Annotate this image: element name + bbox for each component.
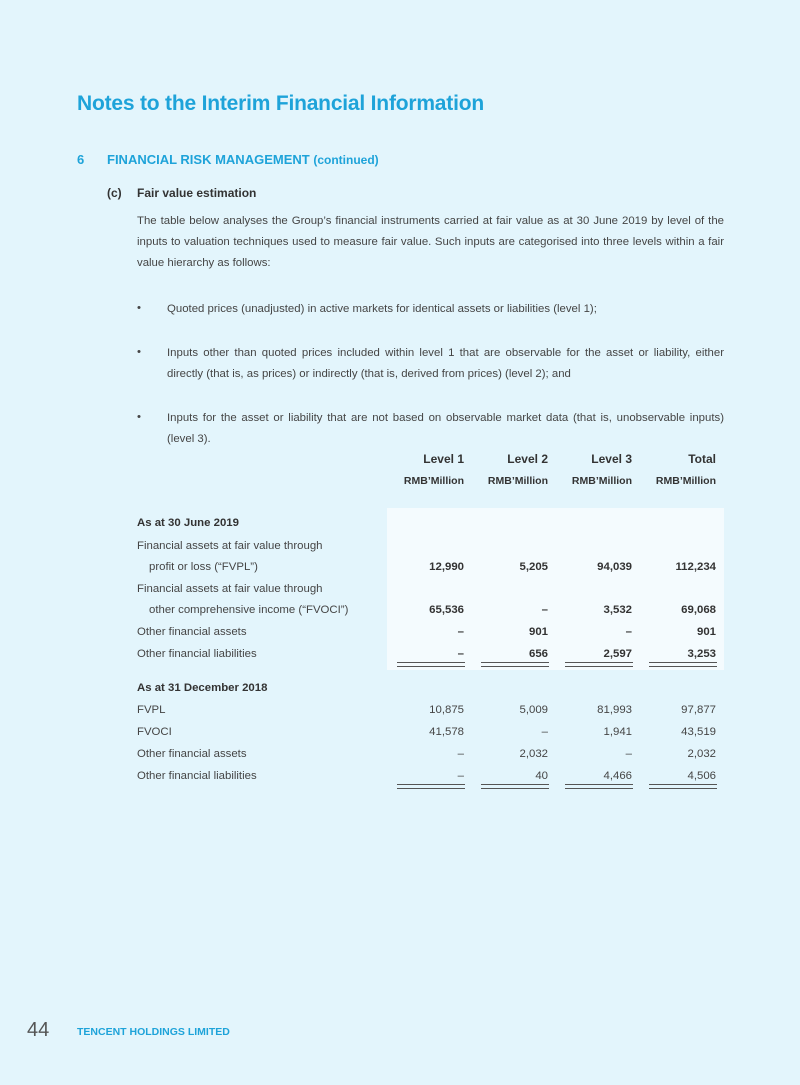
- row-label: Other financial assets: [137, 626, 247, 638]
- total-double-rule: [565, 784, 633, 789]
- table-cell: 3,253: [687, 648, 716, 660]
- table-cell: 1,941: [603, 726, 632, 738]
- total-double-rule: [565, 662, 633, 667]
- table-cell: 69,068: [681, 604, 716, 616]
- table-cell: 43,519: [681, 726, 716, 738]
- bullet-level-2: Inputs other than quoted prices included within level 1 that are observable for the asset or liability, either directly (that is, as prices) or indirectly (that is, derived from prices) (level 2); and: [167, 347, 724, 380]
- table-cell: 901: [696, 626, 716, 638]
- section-continued: (continued): [313, 153, 379, 167]
- bullet-marker: •: [137, 346, 141, 358]
- table-cell: 4,506: [687, 770, 716, 782]
- row-label: FVPL: [137, 704, 166, 716]
- table-cell: 94,039: [597, 561, 632, 573]
- column-header-level-3: Level 3: [591, 452, 632, 466]
- table-cell: 2,032: [687, 748, 716, 760]
- table-cell: 41,578: [429, 726, 464, 738]
- bullet-level-1: Quoted prices (unadjusted) in active markets for identical assets or liabilities (level 1);: [167, 303, 597, 315]
- bullet-marker: •: [137, 411, 141, 423]
- column-unit: RMB’Million: [571, 475, 632, 487]
- table-2019-shading: [387, 508, 724, 670]
- section-title-text: FINANCIAL RISK MANAGEMENT: [107, 152, 310, 167]
- row-label: Financial assets at fair value through: [137, 583, 323, 595]
- bullet-level-3: Inputs for the asset or liability that are not based on observable market data (that is, unobservable inputs) (level 3).: [167, 412, 724, 445]
- column-header-total: Total: [688, 452, 716, 466]
- total-double-rule: [397, 662, 465, 667]
- row-label: Financial assets at fair value through: [137, 540, 323, 552]
- table-cell: 5,205: [519, 561, 548, 573]
- table-cell: –: [625, 626, 632, 638]
- table-cell: –: [457, 770, 464, 782]
- row-label: Other financial liabilities: [137, 770, 257, 782]
- table-cell: 4,466: [603, 770, 632, 782]
- column-unit: RMB’Million: [403, 475, 464, 487]
- row-label: other comprehensive income (“FVOCI”): [149, 604, 349, 616]
- page-number: 44: [27, 1019, 50, 1041]
- table-cell: 40: [535, 770, 548, 782]
- table-cell: 12,990: [429, 561, 464, 573]
- table-cell: –: [541, 726, 548, 738]
- table-cell: 5,009: [519, 704, 548, 716]
- row-label: Other financial assets: [137, 748, 247, 760]
- table-cell: 81,993: [597, 704, 632, 716]
- column-unit: RMB’Million: [655, 475, 716, 487]
- table-cell: –: [457, 626, 464, 638]
- subsection-label: (c): [107, 186, 122, 200]
- table-cell: –: [625, 748, 632, 760]
- table-cell: 2,597: [603, 648, 632, 660]
- table-cell: 2,032: [519, 748, 548, 760]
- table-cell: 97,877: [681, 704, 716, 716]
- period-heading-2018: As at 31 December 2018: [137, 682, 268, 694]
- table-cell: 112,234: [675, 561, 716, 573]
- section-title: [107, 152, 379, 167]
- period-heading-2019: As at 30 June 2019: [137, 517, 239, 529]
- table-cell: 901: [528, 626, 548, 638]
- table-cell: 3,532: [603, 604, 632, 616]
- table-cell: 10,875: [429, 704, 464, 716]
- table-cell: 65,536: [429, 604, 464, 616]
- subsection-title: Fair value estimation: [137, 186, 257, 200]
- total-double-rule: [481, 662, 549, 667]
- column-header-level-1: Level 1: [423, 452, 464, 466]
- page-title: Notes to the Interim Financial Information: [77, 92, 484, 115]
- table-cell: –: [457, 748, 464, 760]
- row-label: profit or loss (“FVPL”): [149, 561, 258, 573]
- total-double-rule: [481, 784, 549, 789]
- row-label: Other financial liabilities: [137, 648, 257, 660]
- footer-company-name: TENCENT HOLDINGS LIMITED: [77, 1026, 230, 1038]
- row-label: FVOCI: [137, 726, 172, 738]
- intro-paragraph: The table below analyses the Group’s financial instruments carried at fair value as at 30 June 2019 by level of the inputs to valuation techniques used to measure fair value. Such inputs are categorised into three levels within a fair value hierarchy as follows:: [137, 215, 724, 269]
- table-cell: 656: [528, 648, 548, 660]
- total-double-rule: [397, 784, 465, 789]
- column-header-level-2: Level 2: [507, 452, 548, 466]
- table-cell: –: [541, 604, 548, 616]
- total-double-rule: [649, 784, 717, 789]
- total-double-rule: [649, 662, 717, 667]
- table-cell: –: [457, 648, 464, 660]
- section-number: 6: [77, 152, 85, 167]
- column-unit: RMB’Million: [487, 475, 548, 487]
- bullet-marker: •: [137, 302, 141, 314]
